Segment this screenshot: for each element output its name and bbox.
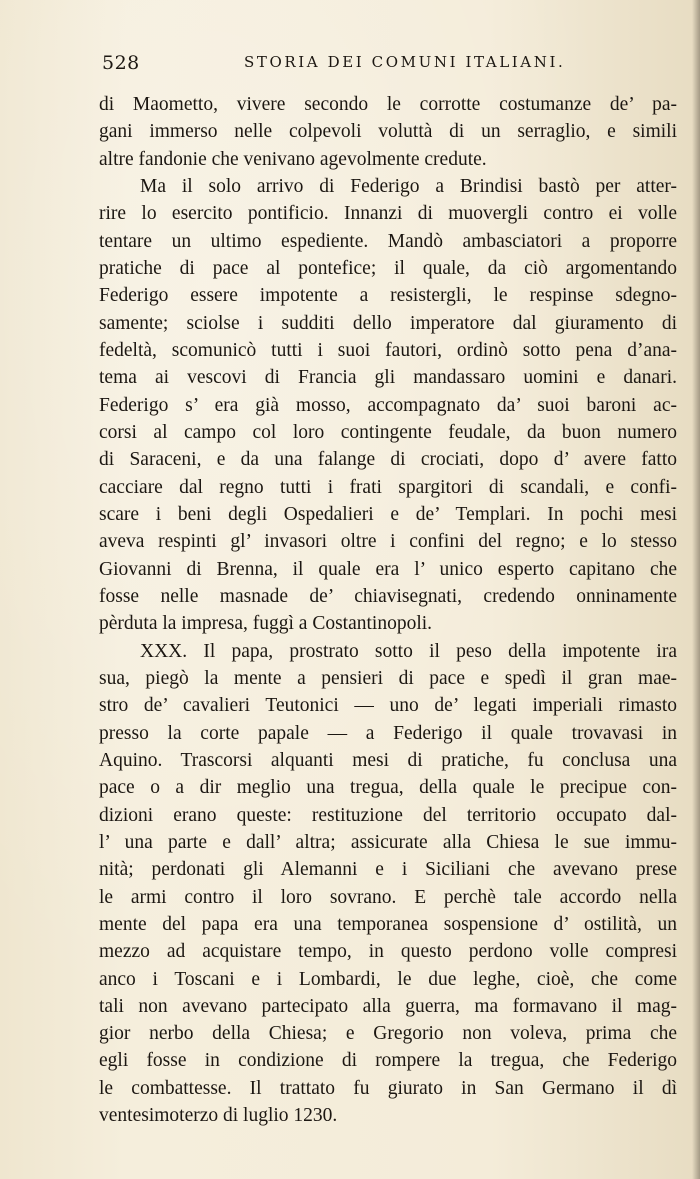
text-line: XXX. Il papa, prostrato sotto il peso della impotente ira	[140, 640, 677, 662]
text-line: egli fosse in condizione di rompere la tregua, che Federigo	[99, 1050, 677, 1072]
text-line: di Saraceni, e da una falange di crociati, dopo d’ avere fatto	[99, 449, 677, 471]
text-line: scare i beni degli Ospedalieri e de’ Templari. In pochi mesi	[99, 503, 677, 525]
text-line: pace o a dir meglio una tregua, della quale le precipue con-	[99, 777, 677, 799]
text-line: dizioni erano queste: restituzione del territorio occupato dal-	[99, 804, 677, 826]
text-line: mente del papa era una temporanea sospensione d’ ostilità, un	[99, 913, 677, 935]
text-line: presso la corte papale — a Federigo il quale trovavasi in	[99, 722, 677, 744]
text-line: pèrduta la impresa, fuggì a Costantinopoli.	[99, 613, 433, 635]
text-line: cacciare dal regno tutti i frati spargitori di scandali, e confi-	[99, 476, 677, 498]
text-line: altre fandonie che venivano agevolmente credute.	[99, 148, 487, 170]
text-line: stro de’ cavalieri Teutonici — uno de’ legati imperiali rimasto	[99, 695, 677, 717]
page-edge-shadow	[692, 0, 700, 1179]
text-line: fedeltà, scomunicò tutti i suoi fautori, ordinò sotto pena d’ana-	[99, 339, 677, 361]
text-line: Federigo essere impotente a resistergli, le respinse sdegno-	[99, 285, 677, 307]
text-line: Aquino. Trascorsi alquanti mesi di pratiche, fu conclusa una	[99, 749, 677, 771]
text-line: rire lo esercito pontificio. Innanzi di muovergli contro ei volle	[99, 203, 677, 225]
text-line: corsi al campo col loro contingente feudale, da buon numero	[99, 421, 677, 443]
text-line: fosse nelle masnade de’ chiavisegnati, credendo onninamente	[99, 585, 677, 607]
text-line: di Maometto, vivere secondo le corrotte costumanze de’ pa-	[99, 94, 677, 115]
text-line: nità; perdonati gli Alemanni e i Siciliani che avevano prese	[99, 859, 677, 881]
text-line: ventesimoterzo di luglio 1230.	[99, 1105, 338, 1127]
text-line: Ma il solo arrivo di Federigo a Brindisi bastò per atter-	[140, 175, 677, 197]
text-line: tentare un ultimo espediente. Mandò ambasciatori a proporre	[99, 230, 677, 252]
text-line: tema ai vescovi di Francia gli mandassaro uomini e danari.	[99, 367, 677, 389]
text-line: Federigo s’ era già mosso, accompagnato da’ suoi baroni ac-	[99, 394, 677, 416]
text-line: samente; sciolse i sudditi dello imperatore dal giuramento di	[99, 312, 677, 334]
text-line: aveva respinti gl’ invasori oltre i confini del regno; e lo stesso	[99, 531, 677, 553]
text-line: tali non avevano partecipato alla guerra, ma formavano il mag-	[99, 995, 677, 1017]
text-line: Giovanni di Brenna, il quale era l’ unico esperto capitano che	[99, 558, 677, 580]
text-line: gani immerso nelle colpevoli voluttà di un serraglio, e simili	[99, 121, 677, 143]
body-text	[99, 91, 677, 1129]
text-line: anco i Toscani e i Lombardi, le due leghe, cioè, che come	[99, 968, 677, 990]
text-line: le combattesse. Il trattato fu giurato in San Germano il dì	[99, 1077, 677, 1099]
page-number: 528	[102, 52, 140, 74]
text-line: pratiche di pace al pontefice; il quale, da ciò argomentando	[99, 257, 677, 279]
text-line: mezzo ad acquistare tempo, in questo perdono volle compresi	[99, 941, 677, 963]
page-header	[102, 52, 674, 78]
text-line: gior nerbo della Chiesa; e Gregorio non voleva, prima che	[99, 1023, 677, 1045]
text-line: l’ una parte e dall’ altra; assicurate alla Chiesa le sue immu-	[99, 831, 677, 853]
text-line: le armi contro il loro sovrano. E perchè tale accordo nella	[99, 886, 677, 908]
running-head: STORIA DEI COMUNI ITALIANI.	[244, 53, 566, 71]
text-line: sua, piegò la mente a pensieri di pace e spedì il gran mae-	[99, 667, 677, 689]
